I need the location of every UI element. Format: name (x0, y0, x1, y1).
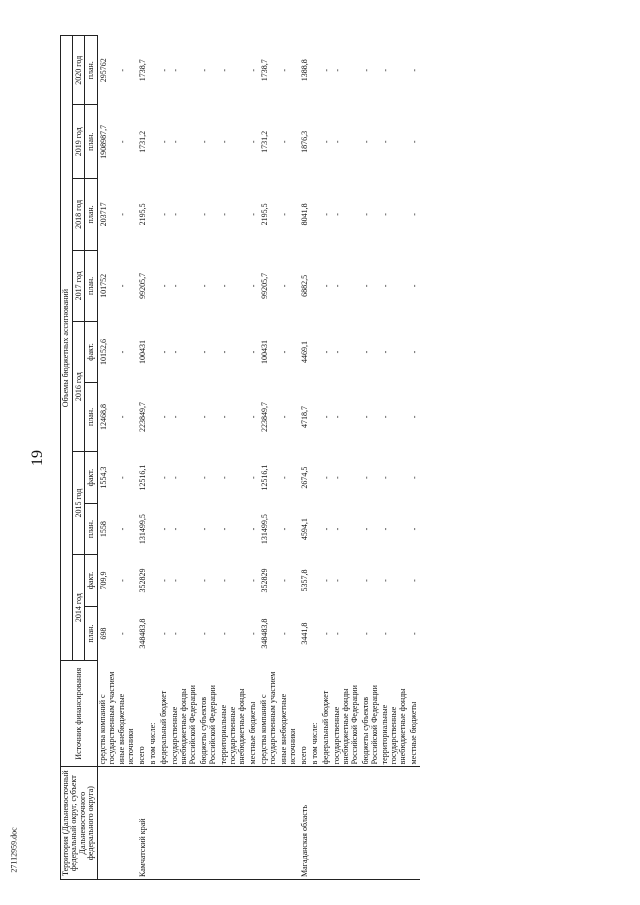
value-cell: - (381, 140, 391, 144)
value-cell: - (332, 140, 342, 144)
table-row (310, 36, 321, 880)
value-cell: - (321, 284, 331, 288)
value-cell: - (160, 632, 170, 635)
value-cell: - (410, 632, 420, 635)
value-cell: 4594,1 (299, 518, 309, 541)
table-row (97, 36, 117, 880)
value-cell: - (410, 476, 420, 479)
table-row (199, 36, 219, 880)
value-cell (148, 452, 159, 504)
header-volumes: Объемы бюджетных ассигнований (61, 36, 73, 661)
table-row (117, 36, 137, 880)
value-cell: - (361, 476, 371, 479)
table-row (321, 36, 332, 880)
value-cell: 1558 (98, 521, 108, 538)
value-cell: - (361, 415, 371, 419)
value-cell: - (410, 350, 420, 354)
value-cell: - (279, 284, 289, 288)
value-cell (148, 322, 159, 383)
header-year: 2016 год (73, 322, 85, 452)
table-row (248, 36, 259, 880)
value-cell: 12516,1 (138, 464, 148, 491)
value-cell: 348483,8 (259, 618, 269, 649)
value-cell: - (248, 476, 258, 479)
value-cell: 8041,8 (299, 203, 309, 226)
value-cell: - (279, 140, 289, 144)
value-cell: - (279, 579, 289, 582)
value-cell: 12468,8 (98, 403, 108, 430)
value-cell (310, 36, 321, 105)
value-cell: - (248, 579, 258, 582)
value-cell: 698 (98, 627, 108, 640)
header-territory: Территория (Дальневосточный федеральный округ, субъект Дальневосточного федерального округа) (61, 767, 98, 880)
source-cell: в том числе: (148, 722, 158, 765)
source-cell: государственные внебюджетные фонды Российской Федерации (170, 685, 198, 765)
value-cell: - (248, 632, 258, 635)
value-cell: 2674,5 (299, 466, 309, 489)
value-cell (148, 250, 159, 322)
value-cell: 352829 (259, 568, 269, 593)
value-cell: - (332, 527, 342, 531)
value-cell: - (171, 476, 181, 479)
value-cell: - (279, 632, 289, 635)
value-cell: - (171, 140, 181, 144)
value-cell: 101752 (98, 273, 108, 298)
value-cell: - (332, 579, 342, 582)
value-cell: - (200, 476, 210, 479)
header-plan: план. (85, 105, 97, 179)
source-cell: средства компаний с государственным участием (258, 671, 277, 765)
value-cell: - (220, 68, 230, 72)
header-year: 2019 год (73, 105, 85, 179)
header-plan: план. (85, 382, 97, 451)
value-cell: - (118, 68, 128, 72)
value-cell: - (279, 527, 289, 531)
value-cell: - (171, 579, 181, 582)
value-cell: 1908987,7 (98, 124, 108, 159)
table-row (279, 36, 299, 880)
value-cell: - (332, 415, 342, 419)
value-cell: 3441,8 (299, 622, 309, 645)
table-row (409, 36, 420, 880)
source-cell: государственные внебюджетные фонды Российской Федерации (331, 685, 359, 765)
value-cell: - (160, 68, 170, 72)
header-year: 2020 год (73, 36, 85, 105)
value-cell: - (200, 213, 210, 216)
value-cell: - (118, 527, 128, 531)
value-cell: 1731,2 (259, 130, 269, 153)
value-cell: - (160, 213, 170, 216)
value-cell: - (279, 213, 289, 216)
value-cell: - (381, 476, 391, 479)
value-cell: 4718,7 (299, 405, 309, 428)
value-cell: - (160, 284, 170, 288)
value-cell: - (118, 140, 128, 144)
value-cell: - (332, 632, 342, 635)
value-cell: 709,9 (98, 571, 108, 590)
value-cell (148, 555, 159, 607)
source-cell: иные внебюджетные источники (117, 693, 136, 765)
value-cell: - (160, 415, 170, 419)
value-cell: - (248, 284, 258, 288)
territory-cell (361, 767, 381, 880)
value-cell (148, 382, 159, 451)
value-cell (310, 105, 321, 179)
value-cell: - (200, 284, 210, 288)
header-fact: факт. (85, 322, 97, 383)
value-cell: - (279, 415, 289, 419)
value-cell: - (321, 140, 331, 144)
source-cell: местные бюджеты (409, 701, 419, 765)
value-cell: - (118, 579, 128, 582)
value-cell: - (332, 350, 342, 354)
header-plan: план. (85, 607, 97, 661)
territory-cell (248, 767, 259, 880)
value-cell (310, 250, 321, 322)
value-cell: - (160, 579, 170, 582)
value-cell: 10152,6 (98, 338, 108, 365)
table-row (299, 36, 310, 880)
territory-cell: Камчатский край (137, 767, 148, 880)
value-cell: 100431 (259, 339, 269, 364)
value-cell (310, 504, 321, 555)
rotated-table-container (60, 35, 620, 880)
value-cell: 12516,1 (259, 464, 269, 491)
table-row (137, 36, 148, 880)
value-cell: - (200, 68, 210, 72)
source-cell: бюджеты субъектов Российской Федерации (360, 685, 379, 765)
value-cell: - (171, 284, 181, 288)
value-cell (148, 36, 159, 105)
value-cell: - (220, 140, 230, 144)
value-cell: - (410, 527, 420, 531)
value-cell: - (160, 527, 170, 531)
territory-cell (310, 767, 321, 880)
value-cell: - (381, 632, 391, 635)
value-cell: - (248, 213, 258, 216)
value-cell: - (381, 284, 391, 288)
header-plan: план. (85, 179, 97, 251)
value-cell: - (118, 476, 128, 479)
territory-cell (279, 767, 299, 880)
header-year: 2014 год (73, 555, 85, 661)
source-cell: бюджеты субъектов Российской Федерации (199, 685, 218, 765)
value-cell: 1876,3 (299, 130, 309, 153)
footer-filename: 27112959.doc (9, 827, 19, 873)
value-cell: - (381, 527, 391, 531)
value-cell (310, 382, 321, 451)
value-cell: 352829 (138, 568, 148, 593)
header-fact: факт. (85, 452, 97, 504)
value-cell (310, 555, 321, 607)
value-cell: - (410, 68, 420, 72)
territory-cell (159, 767, 170, 880)
value-cell: - (248, 527, 258, 531)
value-cell: 1554,3 (98, 466, 108, 489)
value-cell: - (118, 213, 128, 216)
value-cell: - (220, 350, 230, 354)
value-cell: - (410, 284, 420, 288)
value-cell: - (361, 350, 371, 354)
value-cell: - (321, 213, 331, 216)
source-cell: в том числе: (309, 722, 319, 765)
header-year: 2017 год (73, 250, 85, 322)
value-cell: - (248, 140, 258, 144)
header-year: 2018 год (73, 179, 85, 251)
value-cell: - (200, 140, 210, 144)
territory-cell (259, 767, 279, 880)
value-cell: - (171, 350, 181, 354)
value-cell: 99205,7 (138, 272, 148, 299)
value-cell: 5357,8 (299, 569, 309, 592)
value-cell: - (332, 284, 342, 288)
territory-cell (380, 767, 409, 880)
territory-cell (219, 767, 248, 880)
value-cell: - (248, 350, 258, 354)
header-year: 2015 год (73, 452, 85, 555)
value-cell: 348483,8 (138, 618, 148, 649)
table-row (259, 36, 279, 880)
value-cell: 2195,5 (138, 203, 148, 226)
value-cell (310, 607, 321, 661)
value-cell: - (361, 140, 371, 144)
header-plan: план. (85, 250, 97, 322)
value-cell: - (361, 284, 371, 288)
table-body (97, 36, 420, 880)
value-cell: - (361, 68, 371, 72)
value-cell: - (171, 213, 181, 216)
value-cell: - (361, 632, 371, 635)
table-row (170, 36, 199, 880)
value-cell: 4469,1 (299, 340, 309, 363)
value-cell: - (118, 415, 128, 419)
value-cell: - (171, 415, 181, 419)
value-cell: - (321, 68, 331, 72)
value-cell: 1738,7 (259, 59, 269, 82)
territory-cell (97, 767, 117, 880)
value-cell: - (279, 350, 289, 354)
source-cell: федеральный бюджет (159, 690, 169, 765)
value-cell: 223849,7 (259, 401, 269, 432)
value-cell: - (200, 350, 210, 354)
value-cell: 131499,5 (138, 514, 148, 545)
value-cell: 295762 (98, 58, 108, 83)
value-cell: - (200, 415, 210, 419)
table-row (332, 36, 361, 880)
value-cell: - (410, 213, 420, 216)
value-cell (310, 452, 321, 504)
value-cell: - (410, 415, 420, 419)
value-cell: - (381, 68, 391, 72)
value-cell: 99205,7 (259, 272, 269, 299)
value-cell: - (321, 415, 331, 419)
value-cell: 1731,2 (138, 130, 148, 153)
value-cell: 1738,7 (138, 59, 148, 82)
value-cell: - (160, 140, 170, 144)
value-cell: - (410, 579, 420, 582)
territory-cell (117, 767, 137, 880)
value-cell: - (118, 284, 128, 288)
source-cell: средства компаний с государственным участием (97, 671, 116, 765)
value-cell: - (248, 68, 258, 72)
value-cell (310, 322, 321, 383)
territory-cell (409, 767, 420, 880)
table-row (159, 36, 170, 880)
value-cell: 2195,5 (259, 203, 269, 226)
value-cell: 223849,7 (138, 401, 148, 432)
value-cell: 100431 (138, 339, 148, 364)
value-cell: - (248, 415, 258, 419)
table-row (380, 36, 409, 880)
table-row (148, 36, 159, 880)
value-cell: - (160, 476, 170, 479)
territory-cell (332, 767, 361, 880)
value-cell (148, 179, 159, 251)
header-fact: факт. (85, 555, 97, 607)
value-cell: - (220, 415, 230, 419)
header-plan: план. (85, 36, 97, 105)
value-cell: - (171, 527, 181, 531)
territory-cell (321, 767, 332, 880)
header-source: Источник финансирования (61, 661, 98, 767)
value-cell: - (220, 527, 230, 531)
value-cell: - (220, 476, 230, 479)
value-cell: - (200, 632, 210, 635)
budget-table (60, 35, 420, 880)
value-cell: - (220, 213, 230, 216)
table-row (361, 36, 381, 880)
value-cell: 131499,5 (259, 514, 269, 545)
territory-cell (199, 767, 219, 880)
table-row (219, 36, 248, 880)
value-cell (148, 504, 159, 555)
value-cell: - (321, 350, 331, 354)
source-cell: всего (137, 746, 147, 765)
source-cell: территориальные государственные внебюджетные фонды (219, 688, 246, 765)
value-cell (148, 105, 159, 179)
value-cell: 1388,8 (299, 59, 309, 82)
value-cell: - (200, 527, 210, 531)
source-cell: иные внебюджетные источники (278, 693, 297, 765)
value-cell: - (118, 632, 128, 635)
value-cell: - (220, 579, 230, 582)
value-cell: 6882,5 (299, 274, 309, 297)
value-cell: - (332, 213, 342, 216)
value-cell: - (171, 68, 181, 72)
source-cell: местные бюджеты (247, 701, 257, 765)
value-cell: - (279, 476, 289, 479)
value-cell: - (321, 476, 331, 479)
value-cell: - (321, 579, 331, 582)
value-cell: - (279, 68, 289, 72)
page-number: 19 (29, 450, 46, 466)
value-cell: 203717 (98, 202, 108, 227)
value-cell: - (200, 579, 210, 582)
value-cell (310, 179, 321, 251)
territory-cell: Магаданская область (299, 767, 310, 880)
value-cell: - (361, 527, 371, 531)
value-cell: - (332, 68, 342, 72)
value-cell (148, 607, 159, 661)
header-plan: план. (85, 504, 97, 555)
value-cell: - (220, 284, 230, 288)
value-cell: - (410, 140, 420, 144)
value-cell: - (381, 415, 391, 419)
value-cell: - (160, 350, 170, 354)
value-cell: - (381, 213, 391, 216)
value-cell: - (321, 632, 331, 635)
source-cell: федеральный бюджет (320, 690, 330, 765)
territory-cell (148, 767, 159, 880)
value-cell: - (332, 476, 342, 479)
value-cell: - (361, 213, 371, 216)
value-cell: - (220, 632, 230, 635)
value-cell: - (321, 527, 331, 531)
value-cell: - (361, 579, 371, 582)
territory-cell (170, 767, 199, 880)
source-cell: всего (298, 746, 308, 765)
value-cell: - (381, 350, 391, 354)
value-cell: - (171, 632, 181, 635)
value-cell: - (118, 350, 128, 354)
source-cell: территориальные государственные внебюджетные фонды (380, 688, 408, 765)
value-cell: - (381, 579, 391, 582)
